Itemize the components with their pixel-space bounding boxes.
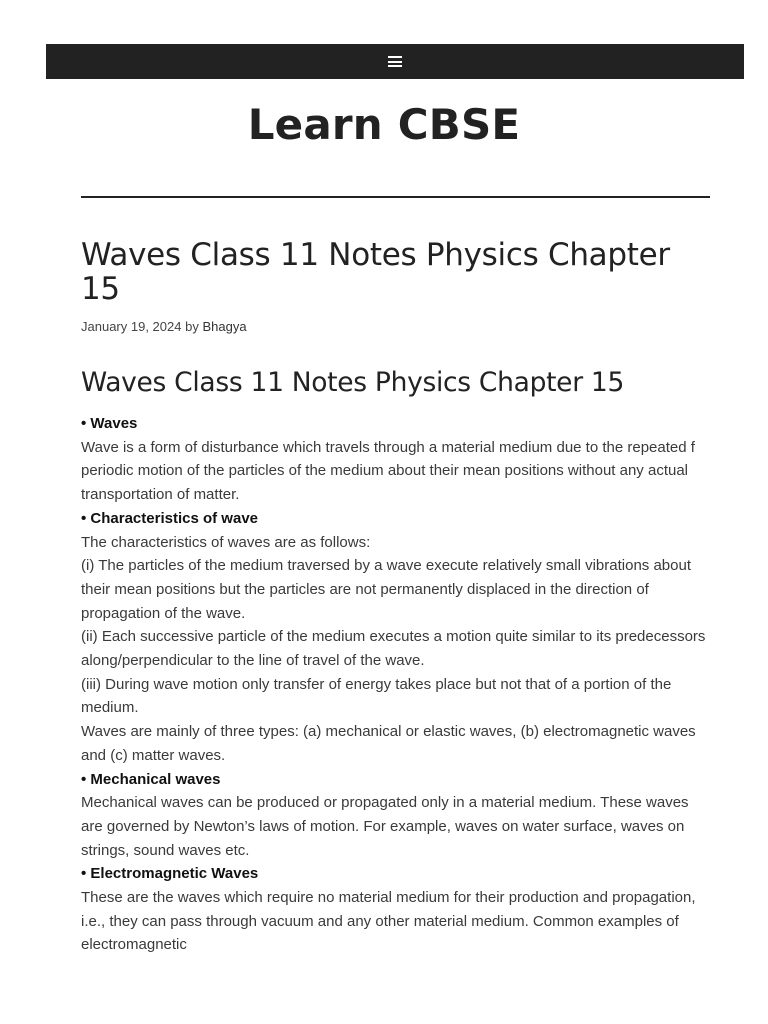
paragraph: (i) The particles of the medium traversed by a wave execute relatively small vibrations about their mean positions but the particles are not permanently displaced in the direction of propagation of the wave.: [81, 557, 691, 622]
post-date[interactable]: January 19, 2024: [81, 319, 182, 334]
paragraph: (ii) Each successive particle of the medium executes a motion quite similar to its predecessors along/perpendicular to the line of travel of the wave.: [81, 628, 706, 670]
subheading: • Electromagnetic Waves: [81, 865, 259, 883]
paragraph: The characteristics of waves are as follows:: [81, 533, 371, 551]
author-link[interactable]: Bhagya: [202, 319, 247, 334]
site-title[interactable]: Learn CBSE: [247, 100, 521, 149]
paragraph: Wave is a form of disturbance which travels through a material medium due to the repeated f periodic motion of the particles of the medium about their mean positions without any actual transportation of matter.: [81, 438, 695, 504]
top-navigation-bar: [46, 44, 744, 79]
paragraph: Waves are mainly of three types: (a) mechanical or elastic waves, (b) electromagnetic waves and (c) matter waves.: [81, 723, 696, 764]
meta-by-label: by: [185, 319, 199, 334]
subheading: • Characteristics of wave: [81, 509, 258, 527]
article-title: Waves Class 11 Notes Physics Chapter 15: [81, 237, 670, 307]
paragraph: These are the waves which require no material medium for their production and propagation, i.e., they can pass through vacuum and any other material medium. Common examples of electromagnetic: [81, 889, 696, 954]
article-meta: [81, 319, 709, 334]
article-body: [81, 412, 709, 957]
subheading: • Waves: [81, 415, 138, 432]
section-heading: Waves Class 11 Notes Physics Chapter 15: [81, 367, 625, 398]
paragraph: (iii) During wave motion only transfer of energy takes place but not that of a portion of the medium.: [81, 675, 672, 717]
subheading: • Mechanical waves: [81, 770, 221, 788]
article: [81, 238, 709, 957]
hamburger-menu-icon[interactable]: [388, 56, 402, 67]
paragraph: Mechanical waves can be produced or propagated only in a material medium. These waves are governed by Newton’s laws of motion. For example, waves on water surface, waves on strings, sound waves etc.: [81, 794, 689, 859]
header-divider: [81, 196, 710, 198]
